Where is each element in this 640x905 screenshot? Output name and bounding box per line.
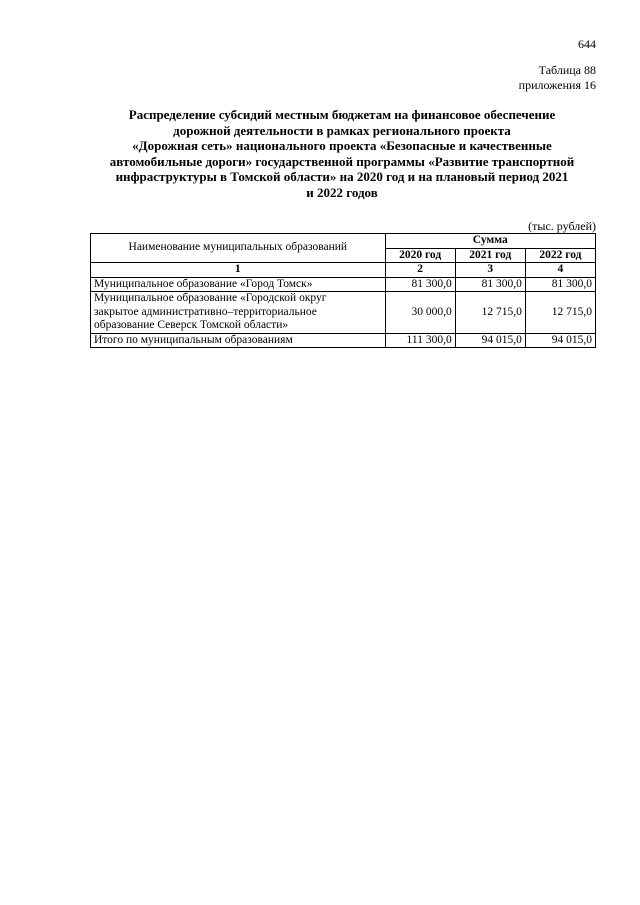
name-line: Муниципальное образование «Город Томск»	[94, 277, 313, 290]
column-number: 1	[91, 263, 386, 278]
total-value: 111 300,0	[385, 333, 455, 348]
table-row	[91, 277, 596, 292]
total-value: 94 015,0	[525, 333, 595, 348]
name-line: закрытое административно–территориальное	[94, 305, 317, 318]
title-line: Распределение субсидий местным бюджетам на финансовое обеспечение	[128, 107, 556, 122]
year-header: 2022 год	[525, 248, 595, 263]
municipality-name	[91, 292, 386, 334]
total-row	[91, 333, 596, 348]
column-number: 2	[385, 263, 455, 278]
appendix-label: приложения 16	[518, 78, 596, 92]
value-cell: 30 000,0	[385, 292, 455, 334]
value-cell: 81 300,0	[525, 277, 595, 292]
value-cell: 81 300,0	[385, 277, 455, 292]
title-line: инфраструктуры в Томской области» на 2020 год и на плановый период 2021	[115, 169, 569, 184]
value-cell: 81 300,0	[455, 277, 525, 292]
table-label: Таблица 88	[538, 63, 596, 77]
document-title	[88, 107, 596, 200]
title-line: автомобильные дороги» государственной программы «Развитие транспортной	[109, 153, 575, 169]
column-number: 4	[525, 263, 595, 278]
total-value: 94 015,0	[455, 333, 525, 348]
header-row	[91, 234, 596, 249]
value-cell: 12 715,0	[455, 292, 525, 334]
year-header: 2020 год	[385, 248, 455, 263]
name-line: Муниципальное образование «Городской округ	[94, 292, 327, 304]
column-number-row	[91, 263, 596, 278]
title-line: и 2022 годов	[306, 184, 378, 200]
subsidy-table	[90, 233, 596, 348]
value-cell: 12 715,0	[525, 292, 595, 334]
title-line: дорожной деятельности в рамках регионального проекта	[173, 122, 511, 138]
total-label: Итого по муниципальным образованиям	[91, 333, 386, 348]
units-note: (тыс. рублей)	[528, 219, 596, 233]
table-row	[91, 292, 596, 334]
name-column-header: Наименование муниципальных образований	[91, 234, 386, 263]
column-number: 3	[455, 263, 525, 278]
table-reference	[519, 63, 596, 93]
page-number: 644	[578, 37, 596, 51]
sum-header: Сумма	[385, 234, 595, 249]
year-header: 2021 год	[455, 248, 525, 263]
title-line: «Дорожная сеть» национального проекта «Безопасные и качественные	[132, 138, 552, 153]
name-line: образование Северск Томской области»	[94, 319, 289, 331]
municipality-name	[91, 277, 386, 292]
